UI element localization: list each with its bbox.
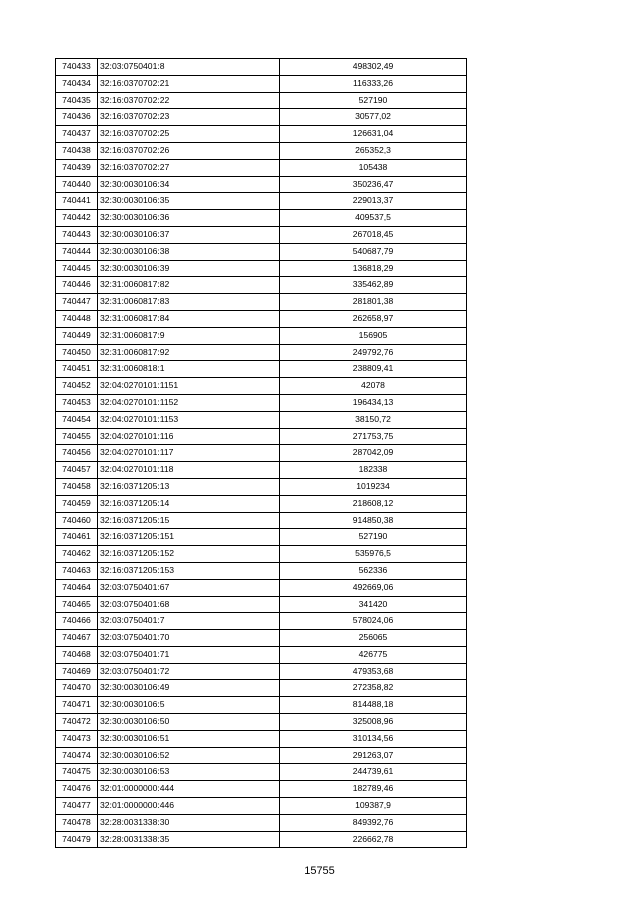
cadastral-number-cell: 32:03:0750401:7	[98, 613, 280, 630]
cadastral-number-cell: 32:30:0030106:5	[98, 697, 280, 714]
cadastral-number-cell: 32:01:0000000:446	[98, 798, 280, 815]
table-row	[56, 630, 467, 647]
table-row	[56, 394, 467, 411]
row-number-cell: 740478	[56, 814, 98, 831]
table-row	[56, 260, 467, 277]
table-row	[56, 226, 467, 243]
table-row	[56, 462, 467, 479]
row-number-cell: 740458	[56, 478, 98, 495]
cadastral-number-cell: 32:04:0270101:118	[98, 462, 280, 479]
table-row	[56, 344, 467, 361]
value-cell: 535976,5	[280, 546, 467, 563]
table-row	[56, 445, 467, 462]
value-cell: 492669,06	[280, 579, 467, 596]
value-cell: 116333,26	[280, 75, 467, 92]
value-cell: 335462,89	[280, 277, 467, 294]
table-row	[56, 646, 467, 663]
value-cell: 182789,46	[280, 781, 467, 798]
row-number-cell: 740441	[56, 193, 98, 210]
value-cell: 218608,12	[280, 495, 467, 512]
row-number-cell: 740442	[56, 210, 98, 227]
row-number-cell: 740450	[56, 344, 98, 361]
value-cell: 244739,61	[280, 764, 467, 781]
cadastral-number-cell: 32:31:0060817:92	[98, 344, 280, 361]
value-cell: 1019234	[280, 478, 467, 495]
table-row	[56, 92, 467, 109]
table-row	[56, 747, 467, 764]
row-number-cell: 740443	[56, 226, 98, 243]
value-cell: 126631,04	[280, 126, 467, 143]
row-number-cell: 740438	[56, 142, 98, 159]
value-cell: 30577,02	[280, 109, 467, 126]
cadastral-number-cell: 32:16:0370702:26	[98, 142, 280, 159]
value-cell: 38150,72	[280, 411, 467, 428]
table-row	[56, 159, 467, 176]
value-cell: 426775	[280, 646, 467, 663]
value-cell: 226662,78	[280, 831, 467, 848]
row-number-cell: 740465	[56, 596, 98, 613]
value-cell: 578024,06	[280, 613, 467, 630]
cadastral-number-cell: 32:30:0030106:39	[98, 260, 280, 277]
cadastral-number-cell: 32:03:0750401:8	[98, 59, 280, 76]
value-cell: 109387,9	[280, 798, 467, 815]
row-number-cell: 740444	[56, 243, 98, 260]
table-row	[56, 327, 467, 344]
cadastral-number-cell: 32:30:0030106:52	[98, 747, 280, 764]
value-cell: 196434,13	[280, 394, 467, 411]
value-cell: 291263,07	[280, 747, 467, 764]
cadastral-number-cell: 32:30:0030106:37	[98, 226, 280, 243]
value-cell: 527190	[280, 92, 467, 109]
row-number-cell: 740460	[56, 512, 98, 529]
cadastral-number-cell: 32:30:0030106:53	[98, 764, 280, 781]
cadastral-number-cell: 32:04:0270101:1153	[98, 411, 280, 428]
cadastral-number-cell: 32:16:0371205:15	[98, 512, 280, 529]
table-row	[56, 781, 467, 798]
cadastral-number-cell: 32:16:0370702:21	[98, 75, 280, 92]
cadastral-number-cell: 32:30:0030106:38	[98, 243, 280, 260]
row-number-cell: 740459	[56, 495, 98, 512]
value-cell: 256065	[280, 630, 467, 647]
value-cell: 42078	[280, 378, 467, 395]
row-number-cell: 740456	[56, 445, 98, 462]
table-row	[56, 512, 467, 529]
value-cell: 265352,3	[280, 142, 467, 159]
table-row	[56, 193, 467, 210]
row-number-cell: 740439	[56, 159, 98, 176]
value-cell: 262658,97	[280, 310, 467, 327]
table-row	[56, 142, 467, 159]
table-row	[56, 730, 467, 747]
table-row	[56, 243, 467, 260]
row-number-cell: 740474	[56, 747, 98, 764]
table-body	[56, 59, 467, 848]
value-cell: 341420	[280, 596, 467, 613]
cadastral-number-cell: 32:30:0030106:35	[98, 193, 280, 210]
value-cell: 271753,75	[280, 428, 467, 445]
row-number-cell: 740436	[56, 109, 98, 126]
row-number-cell: 740451	[56, 361, 98, 378]
cadastral-number-cell: 32:16:0370702:25	[98, 126, 280, 143]
value-cell: 249792,76	[280, 344, 467, 361]
cadastral-number-cell: 32:03:0750401:72	[98, 663, 280, 680]
row-number-cell: 740446	[56, 277, 98, 294]
value-cell: 105438	[280, 159, 467, 176]
cadastral-number-cell: 32:16:0371205:152	[98, 546, 280, 563]
cadastral-number-cell: 32:01:0000000:444	[98, 781, 280, 798]
page-number: 15755	[304, 865, 335, 877]
table-row	[56, 176, 467, 193]
row-number-cell: 740462	[56, 546, 98, 563]
table-row	[56, 680, 467, 697]
row-number-cell: 740469	[56, 663, 98, 680]
cadastral-number-cell: 32:04:0270101:1152	[98, 394, 280, 411]
table-row	[56, 478, 467, 495]
row-number-cell: 740437	[56, 126, 98, 143]
row-number-cell: 740453	[56, 394, 98, 411]
cadastral-number-cell: 32:31:0060817:9	[98, 327, 280, 344]
cadastral-number-cell: 32:16:0370702:22	[98, 92, 280, 109]
row-number-cell: 740435	[56, 92, 98, 109]
row-number-cell: 740479	[56, 831, 98, 848]
row-number-cell: 740434	[56, 75, 98, 92]
cadastral-number-cell: 32:28:0031338:30	[98, 814, 280, 831]
cadastral-number-cell: 32:03:0750401:70	[98, 630, 280, 647]
row-number-cell: 740467	[56, 630, 98, 647]
cadastral-number-cell: 32:30:0030106:51	[98, 730, 280, 747]
row-number-cell: 740449	[56, 327, 98, 344]
row-number-cell: 740448	[56, 310, 98, 327]
table-row	[56, 831, 467, 848]
cadastral-number-cell: 32:30:0030106:49	[98, 680, 280, 697]
value-cell: 527190	[280, 529, 467, 546]
row-number-cell: 740470	[56, 680, 98, 697]
table-row	[56, 663, 467, 680]
cadastral-number-cell: 32:16:0370702:23	[98, 109, 280, 126]
table-row	[56, 562, 467, 579]
cadastral-number-cell: 32:03:0750401:68	[98, 596, 280, 613]
cadastral-number-cell: 32:16:0371205:153	[98, 562, 280, 579]
row-number-cell: 740463	[56, 562, 98, 579]
cadastral-number-cell: 32:04:0270101:117	[98, 445, 280, 462]
table-row	[56, 109, 467, 126]
table-row	[56, 546, 467, 563]
value-cell: 272358,82	[280, 680, 467, 697]
table-row	[56, 126, 467, 143]
value-cell: 156905	[280, 327, 467, 344]
value-cell: 914850,38	[280, 512, 467, 529]
row-number-cell: 740457	[56, 462, 98, 479]
table-row	[56, 764, 467, 781]
cadastral-number-cell: 32:03:0750401:71	[98, 646, 280, 663]
cadastral-number-cell: 32:31:0060817:84	[98, 310, 280, 327]
row-number-cell: 740445	[56, 260, 98, 277]
row-number-cell: 740440	[56, 176, 98, 193]
value-cell: 540687,79	[280, 243, 467, 260]
table-row	[56, 495, 467, 512]
cadastral-number-cell: 32:16:0371205:151	[98, 529, 280, 546]
row-number-cell: 740476	[56, 781, 98, 798]
cadastral-value-table	[55, 58, 467, 848]
value-cell: 238809,41	[280, 361, 467, 378]
cadastral-number-cell: 32:16:0371205:13	[98, 478, 280, 495]
table-row	[56, 277, 467, 294]
value-cell: 562336	[280, 562, 467, 579]
row-number-cell: 740455	[56, 428, 98, 445]
row-number-cell: 740475	[56, 764, 98, 781]
cadastral-number-cell: 32:03:0750401:67	[98, 579, 280, 596]
cadastral-number-cell: 32:31:0060817:83	[98, 294, 280, 311]
row-number-cell: 740452	[56, 378, 98, 395]
table-row	[56, 75, 467, 92]
value-cell: 287042,09	[280, 445, 467, 462]
value-cell: 479353,68	[280, 663, 467, 680]
table-row	[56, 411, 467, 428]
table-row	[56, 294, 467, 311]
table-row	[56, 378, 467, 395]
table-row	[56, 428, 467, 445]
table-row	[56, 579, 467, 596]
value-cell: 498302,49	[280, 59, 467, 76]
value-cell: 849392,76	[280, 814, 467, 831]
row-number-cell: 740447	[56, 294, 98, 311]
table-row	[56, 529, 467, 546]
value-cell: 350236,47	[280, 176, 467, 193]
row-number-cell: 740461	[56, 529, 98, 546]
cadastral-number-cell: 32:30:0030106:34	[98, 176, 280, 193]
row-number-cell: 740477	[56, 798, 98, 815]
cadastral-number-cell: 32:30:0030106:50	[98, 714, 280, 731]
table-row	[56, 361, 467, 378]
value-cell: 325008,96	[280, 714, 467, 731]
table-row	[56, 596, 467, 613]
cadastral-number-cell: 32:04:0270101:1151	[98, 378, 280, 395]
value-cell: 409537,5	[280, 210, 467, 227]
cadastral-number-cell: 32:16:0371205:14	[98, 495, 280, 512]
cadastral-number-cell: 32:16:0370702:27	[98, 159, 280, 176]
value-cell: 814488,18	[280, 697, 467, 714]
cadastral-number-cell: 32:31:0060818:1	[98, 361, 280, 378]
table-row	[56, 310, 467, 327]
table-row	[56, 798, 467, 815]
cadastral-number-cell: 32:28:0031338:35	[98, 831, 280, 848]
cadastral-number-cell: 32:04:0270101:116	[98, 428, 280, 445]
table-row	[56, 59, 467, 76]
cadastral-number-cell: 32:31:0060817:82	[98, 277, 280, 294]
value-cell: 281801,38	[280, 294, 467, 311]
row-number-cell: 740454	[56, 411, 98, 428]
table-row	[56, 814, 467, 831]
table-row	[56, 210, 467, 227]
row-number-cell: 740471	[56, 697, 98, 714]
row-number-cell: 740466	[56, 613, 98, 630]
value-cell: 267018,45	[280, 226, 467, 243]
table-row	[56, 697, 467, 714]
row-number-cell: 740472	[56, 714, 98, 731]
row-number-cell: 740433	[56, 59, 98, 76]
table-row	[56, 714, 467, 731]
row-number-cell: 740468	[56, 646, 98, 663]
value-cell: 182338	[280, 462, 467, 479]
row-number-cell: 740464	[56, 579, 98, 596]
row-number-cell: 740473	[56, 730, 98, 747]
value-cell: 229013,37	[280, 193, 467, 210]
value-cell: 310134,56	[280, 730, 467, 747]
cadastral-number-cell: 32:30:0030106:36	[98, 210, 280, 227]
value-cell: 136818,29	[280, 260, 467, 277]
table-row	[56, 613, 467, 630]
